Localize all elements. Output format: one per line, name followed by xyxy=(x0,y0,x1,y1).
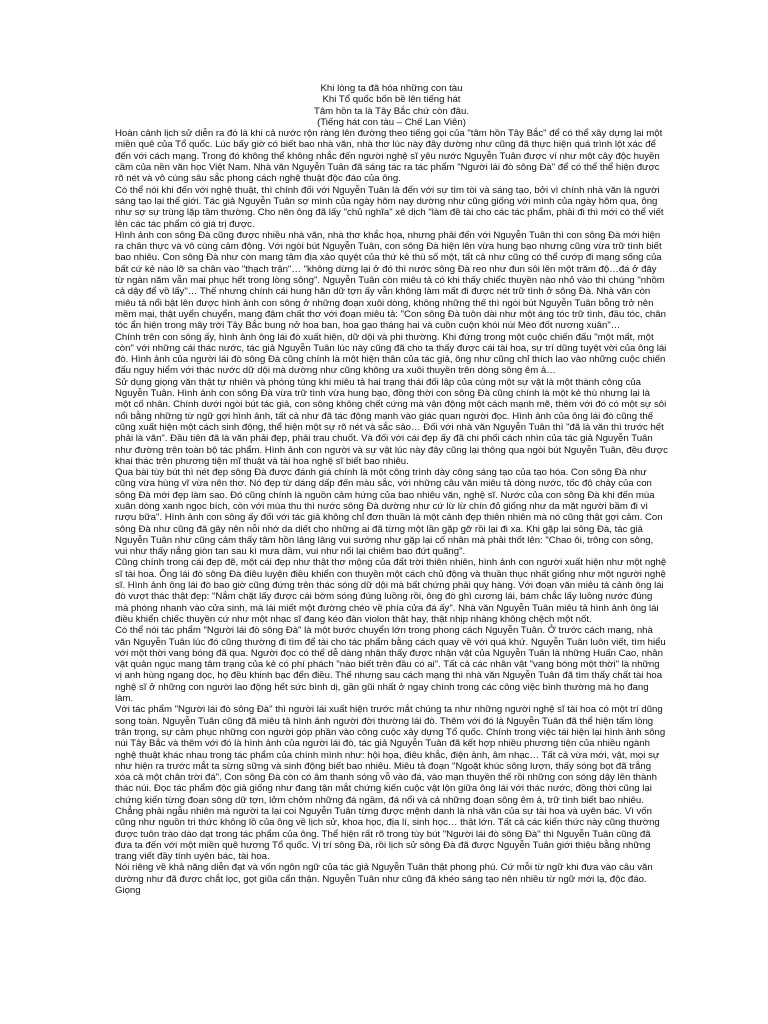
paragraph: Có thể nói khi đến với nghệ thuật, thì chính đối với Nguyễn Tuân là đến với sự tìm tòi và sáng tạo, bởi vì chính nhà văn là người sáng tạo lại thế giới. Tác giả Nguyễn Tuân sợ mình của ngày hôm nay dường như cũng giống với mình của ngày hôm qua, ông như sợ sự trùng lặp tầm thường. Cho nên ông đã lấy "chủ nghĩa" xê dịch "làm đề tài cho các tác phẩm, phải đi thì mới có thể viết lên các tác phẩm có giá trị được. xyxy=(115,184,664,230)
paragraph: Hoàn cảnh lịch sử diễn ra đó là khi cả nước rộn ràng lên đường theo tiếng gọi của "tâm hồn Tây Bắc" để có thể xây dựng lại một miền quê của Tổ quốc. Lúc bấy giờ có biết bao nhà văn, nhà thơ lúc này đây dường như cũng đã thực hiện quá trình lột xác để đến với cách mạng. Trong đó không thể không nhắc đến người nghệ sĩ yêu nước Nguyễn Tuân được ví như một cây độc huyền cầm của nền văn học Việt Nam. Nhà văn Nguyễn Tuân đã sáng tác ra tác phẩm "Người lái đò sông Đà" để có thể thể hiện được rõ nét và vô cùng sâu sắc phong cách nghệ thuật độc đáo của ông. xyxy=(115,128,663,185)
epigraph-line: Khi Tổ quốc bốn bề lên tiếng hát xyxy=(322,94,461,106)
paragraph: Hình ảnh con sông Đà cũng được nhiều nhà văn, nhà thơ khắc họa, nhưng phải đến với Nguyễn Tuân thì con sông Đà mới hiện ra chân thực và vô cùng cảm động. Với ngòi bút Nguyễn Tuân, con sông Đà hiện lên vừa hung bạo nhưng cũng vừa trữ tình biết bao nhiêu. Con sông Đà như còn mang tâm địa xảo quyệt của thứ kẻ thù số một, tất cả như cũng có thể cướp đi mạng sống của bất cứ kẻ nào lỡ sa chân vào "thạch trận"… "không dừng lại ở đó thì nước sông Đà reo như đun sôi lên một trăm độ…đá ở đây từ ngàn năm vẫn mai phục hết trong lòng sông". Nguyễn Tuân còn miêu tả có khi thấy chiếc thuyền nào nhỏ vào thì chúng "nhồm cả dậy để vồ lấy"… Thế nhưng chính cái hung hăn dữ tợn ấy vẫn không làm mất đi được nét trữ tình ở sông Đà. Nhà văn còn miêu tả nổi bật lên được hình ảnh con sông ở những đoạn xuôi dòng, không những thế thì ngòi bút Nguyễn Tuân bỗng trở nên mềm mại, thật uyển chuyển, mang đậm chất thơ với đoạn miêu tả: "Con sông Đà tuôn dài như một áng tóc trữ tình, đầu tóc, chân tóc ẩn hiện trong mây trời Tây Bắc bung nở hoa ban, hoa gạo tháng hai và cuồn cuộn khói núi Mèo đốt nương xuân"… xyxy=(115,229,666,332)
epigraph xyxy=(115,83,668,128)
essay-body xyxy=(115,128,668,896)
paragraph: Có thể nói tác phẩm "Người lái đò sông Đà" là một bước chuyển lớn trong phong cách Nguyễn Tuân. Ở trước cách mạng, nhà văn Nguyễn Tuân lúc đó cũng thường đi tìm để tài cho tác phẩm bằng cách quay về với quá khứ. Nguyễn Tuân luôn viết, tìm hiểu với một thời vang bóng đã qua. Người đọc có thể dễ dàng nhận thấy được nhận vật của Nguyễn Tuân là những Huấn Cao, nhân vật quản ngục mang tâm trạng của kẻ có phí phách "nào biết trên đầu có ai". Tất cả các nhân vật "vang bóng một thời" là những vị anh hùng ngang dọc, họ đều khinh bạc đến điều. Thế nhưng sau cách mạng thì nhà văn Nguyễn Tuân đã tìm thấy chất tài hoa nghệ sĩ ở những con người lao động hết sức bình dị, gần gũi nhất ở ngay chính trong các công việc bình thường mà họ đang làm. xyxy=(115,625,666,705)
epigraph-attribution: (Tiếng hát con tàu – Chế Lan Viên) xyxy=(317,116,466,128)
paragraph: Nói riêng về khả năng diễn đạt và vốn ngôn ngữ của tác giả Nguyễn Tuân thật phong phú. Cứ mỗi từ ngữ khi đưa vào câu văn dường như đã được chắt lọc, gọt giũa cẩn thận. Nguyễn Tuân như cũng đã khéo sáng tạo nên nhiều từ ngữ mới lạ, độc đáo. Giọng xyxy=(115,862,653,897)
paragraph: Với tác phẩm "Người lái đò sông Đà" thì người lái xuất hiện trước mắt chúng ta như những người nghệ sĩ tài hoa có một trí dũng song toàn. Nguyễn Tuân cũng đã miêu tả hình ảnh người đời thường lái đò. Thêm với đó là Nguyễn Tuân đã thể hiện tấm lòng trân trọng, sự cảm phục những con người góp phần vào công cuộc xây dựng Tổ quốc. Chính trong việc tái hiện lại hình ảnh sông núi Tây Bắc và thêm với đó là hình ảnh của người lái đò, tác giả Nguyễn Tuân đã kết hợp nhiều phương tiện của nhiều ngành nghệ thuật khác nhau trong tác phẩm của chính mình như: hội họa, điêu khắc, điện ảnh, âm nhạc… Tất cả vừa mới, vật, mọi sự như hiện ra trước mắt ta sừng sững và sinh động biết bao nhiêu. Miêu tả đoạn "Ngoặt khúc sông lượn, thấy sóng bọt đã trắng xóa cả một chân trời đá". Con sông Đà còn có âm thanh sóng vỗ vào đá, vào mạn thuyền thế rồi những con sóng dậy lên thành thác núi. Đọc tác phẩm độc giả giống như đang tận mắt chứng kiến cuộc vật lộn giữa ông lái với thác nước, đồng thời cũng lại chứng kiến từng đoạn sông dữ tợn, lởm chởm những đá ngầm, đá nổi và cả những đoạn sông êm ả, trữ tình biết bao nhiêu. xyxy=(115,704,666,806)
epigraph-line: Tâm hồn ta là Tây Bắc chứ còn đâu. xyxy=(313,105,470,117)
paragraph: Chẳng phải ngẫu nhiên mà người ta lại coi Nguyễn Tuân từng được mệnh danh là nhà văn của sự tài hoa và uyên bác. Vì vốn cũng như nguồn tri thức không lồ của ông về lịch sử, khoa học, địa lí, sinh học… thật lớn. Tất cả các kiến thức này cũng thường được tuôn trào dào dạt trong tác phẩm của ông. Thể hiện rất rõ trong tùy bút "Người lái đò sông Đà" thì Nguyễn Tuân cũng đã đưa ta đến với một miền quê hương Tổ quốc. Vị trí sông Đà, rồi lịch sử sông Đà đã được Nguyễn Tuân giới thiệu bằng những trang viết đầy tính uyên bác, tài hoa. xyxy=(115,806,660,863)
paragraph: Sử dụng giọng văn thật tự nhiên và phóng túng khi miêu tả hai trạng thái đối lập của cùng một sự vật là một thành công của Nguyễn Tuân. Hình ảnh con sông Đà vừa trữ tình vừa hung bạo, đồng thời con sông Đà cũng chính là một kẻ thù nhưng lại là một cố nhân. Chính dưới ngòi bút tác giả, con sông không chết cứng mà vận động một cách mạnh mẽ, thêm với đó có một sự sôi nổi bằng những từ ngữ gợi hình ảnh, tất cả như đã tác động mạnh vào giác quan người đọc. Hình ảnh của ông lái đò cũng thế cũng xuất hiện một cách sinh động, thể hiện một sự rõ nét và sắc sảo… Đối với nhà văn Nguyễn Tuân thì "đã là văn thì trước hết phải là văn". Đầu tiên đã là văn phải đẹp, phải trau chuốt. Và đối với cái đẹp ấy đã chi phối cách nhìn của tác giả Nguyễn Tuân như đường trên toàn bộ tác phẩm. Hình ảnh con người và sự vật lúc này đây cũng lại thông qua ngòi bút Nguyễn Tuân, đều được khai thác trên phương tiện mĩ thuật và tài hoa nghệ sĩ biết bao nhiêu. xyxy=(115,376,668,467)
paragraph: Qua bài tùy bút thì nét đẹp sông Đà được đánh giá chính là một công trình dày công sáng tạo của tạo hóa. Con sông Đà như cũng vừa hùng vĩ vừa nên thơ. Nó đẹp từ dáng dấp đến màu sắc, với những câu văn miêu tả dòng nước, tốc độ chảy của con sông Đà mới đẹp làm sao. Đó cũng chính là nguồn cảm hứng của bao nhiêu văn, nghệ sĩ. Nước của con sông Đà khi đến mùa xuân dòng xanh ngọc bích, còn với mùa thu thì nước sông Đà dường như cứ lừ lừ chín đỏ giống như da mặt người bầm đi vì rượu bữa". Hình ảnh con sông ấy đối với tác giả không chỉ đơn thuần là một cảnh đẹp thiên nhiên mà nó cũng thật gợi cảm. Con sông Đà như cũng đã gây nên nỗi nhớ da diết cho những ai đã từng một lần gặp gỡ rồi lại đi xa. Khi gặp lại sông Đà, tác giả Nguyễn Tuân như cũng cảm thấy tâm hồn lâng lâng vui sướng như gặp lại cố nhân mà phải thốt lên: "Chao ôi, trông con sông, vui như thấy nắng giòn tan sau kì mưa dầm, vui như nối lại chiêm bao đứt quãng". xyxy=(115,467,663,558)
paragraph: Chính trên con sông ấy, hình ảnh ông lái đò xuất hiện, dữ dội và phi thường. Khi đứng trong một cuộc chiến đấu "một mất, một còn" với những cái thác nước, tác giả Nguyễn Tuân lúc này cũng đã cho ta thấy được cái tài hoa, sự trí dũng tuyệt vời của ông lái đò. Hình ảnh của người lái đò sông Đà cũng chính là một hiện thân của tác giả, ông như cũng chỉ thích lao vào những cuộc chiến đấu nguy hiểm với thác nước dữ dội mà dường như cũng không ưa xuôi thuyền trên dòng sông êm ả… xyxy=(115,331,667,377)
document-page xyxy=(115,83,668,1018)
paragraph: Cũng chính trong cái đẹp đẽ, một cái đẹp như thật thơ mộng của đất trời thiên nhiên, hình ảnh con người xuất hiện như một nghệ sĩ tài hoa. Ông lái đò sông Đà điêu luyện điều khiển con thuyền một cách chủ động và thuần thục nhất giống như một người nghệ sĩ. Hình ảnh ông lái đò bao giờ cũng đứng trên thác sóng dữ dội mà bất chứng phải quỵ hàng. Với đoạn văn miêu tả cảnh ông lái đò vượt thác thật đẹp: "Nắm chặt lấy được cái bờm sóng đúng luồng rồi, ông đò ghì cương lái, bám chắc lấy luồng nước đúng mà phóng nhanh vào cửa sinh, mà lái miết một đường chéo về phía cửa đá ấy". Nhà văn Nguyễn Tuân miêu tả hình ảnh ông lái điều khiển chiếc thuyền cứ như một nhạc sĩ đang kéo đàn violon thật hay, thật nhịp nhàng không chệch một nốt. xyxy=(115,557,667,625)
epigraph-line: Khi lòng ta đã hóa những con tàu xyxy=(320,83,463,94)
